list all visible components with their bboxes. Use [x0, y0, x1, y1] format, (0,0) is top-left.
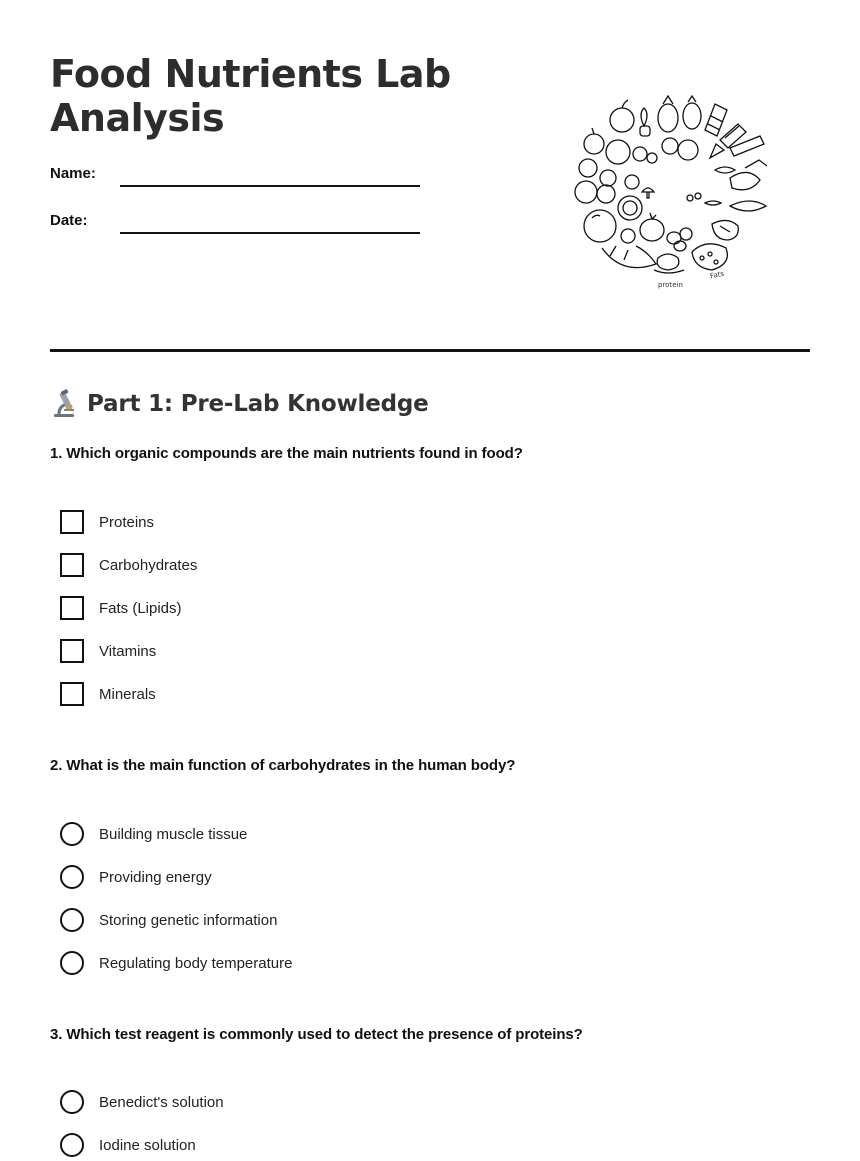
option-label: Vitamins [99, 642, 157, 660]
radio-button[interactable] [60, 1133, 84, 1157]
option-label: Benedict's solution [99, 1093, 224, 1111]
name-input-line[interactable] [120, 185, 420, 187]
option-label: Storing genetic information [99, 911, 278, 929]
checkbox[interactable] [60, 510, 84, 534]
illustration-label-protein: protein [658, 281, 683, 289]
option-label: Regulating body temperature [99, 954, 293, 972]
checkbox[interactable] [60, 682, 84, 706]
question-1-prompt: 1. Which organic compounds are the main nutrients found in food? [50, 445, 523, 462]
question-2-option[interactable] [60, 865, 212, 889]
microscope-icon [50, 389, 78, 419]
name-field [50, 165, 420, 189]
checkbox[interactable] [60, 596, 84, 620]
question-1-option[interactable] [60, 510, 154, 534]
question-3-prompt: 3. Which test reagent is commonly used to detect the presence of proteins? [50, 1026, 583, 1043]
question-1-option[interactable] [60, 682, 156, 706]
option-label: Fats (Lipids) [99, 599, 182, 617]
option-label: Minerals [99, 685, 156, 703]
option-label: Providing energy [99, 868, 212, 886]
date-field [50, 212, 420, 236]
option-label: Carbohydrates [99, 556, 198, 574]
question-3-option[interactable] [60, 1133, 196, 1157]
worksheet-title: Food Nutrients Lab Analysis [50, 52, 451, 140]
radio-button[interactable] [60, 908, 84, 932]
question-2-option[interactable] [60, 822, 247, 846]
option-label: Proteins [99, 513, 155, 531]
question-3-option[interactable] [60, 1090, 224, 1114]
checkbox[interactable] [60, 639, 84, 663]
date-label: Date: [50, 212, 88, 229]
radio-button[interactable] [60, 822, 84, 846]
header-divider [50, 349, 810, 352]
radio-button[interactable] [60, 1090, 84, 1114]
name-label: Name: [50, 165, 96, 182]
question-2-option[interactable] [60, 951, 292, 975]
checkbox[interactable] [60, 553, 84, 577]
question-1-option[interactable] [60, 639, 156, 663]
radio-button[interactable] [60, 865, 84, 889]
part1-title: Part 1: Pre-Lab Knowledge [87, 391, 429, 417]
part1-header [50, 388, 429, 420]
question-1-option[interactable] [60, 596, 182, 620]
date-input-line[interactable] [120, 232, 420, 234]
radio-button[interactable] [60, 951, 84, 975]
illustration-label-fats: Fats [709, 269, 725, 281]
question-1-option[interactable] [60, 553, 197, 577]
food-ring-illustration [570, 88, 780, 293]
question-2-prompt: 2. What is the main function of carbohydrates in the human body? [50, 757, 516, 774]
option-label: Building muscle tissue [99, 825, 248, 843]
question-2-option[interactable] [60, 908, 277, 932]
option-label: Iodine solution [99, 1136, 196, 1154]
